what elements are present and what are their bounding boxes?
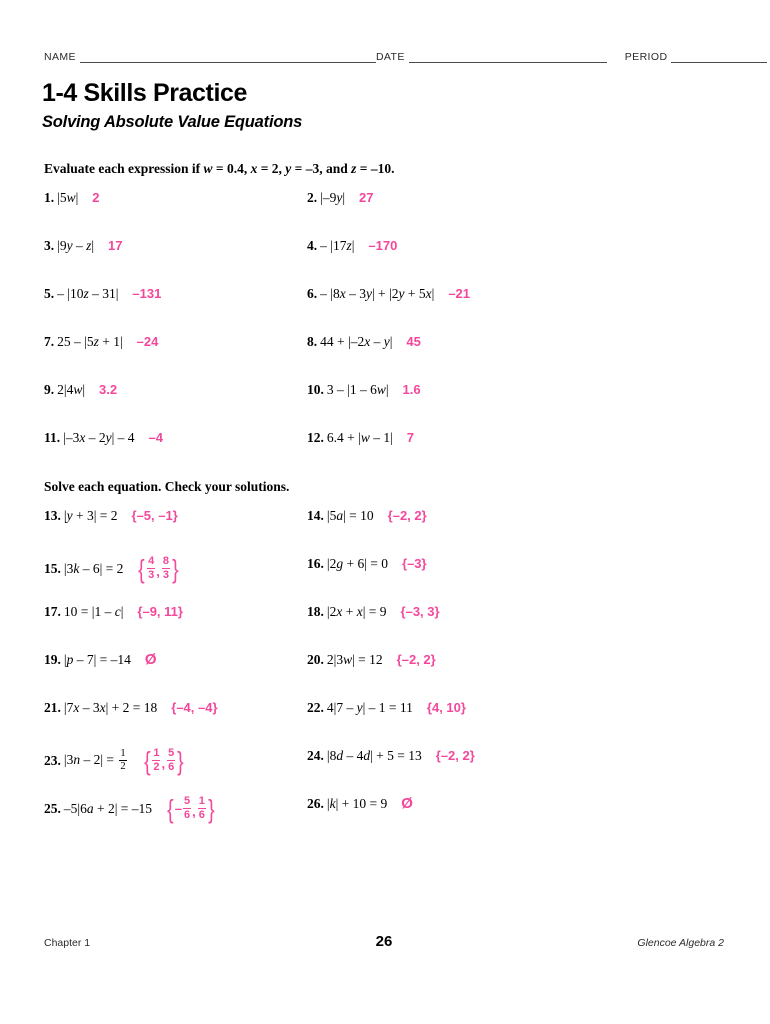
problem-number: 5. [44, 286, 55, 301]
problem-number: 9. [44, 382, 55, 397]
problem-answer: –4 [148, 430, 164, 445]
problem-number: 25. [44, 801, 61, 816]
problem-10 [307, 382, 421, 397]
problem-row [0, 700, 770, 748]
problem-expression: |3n – 2| = $\frac{1}{2}$ [63, 747, 126, 772]
problem-answer: 45 [406, 334, 421, 349]
fraction: $\frac{1}{2}$ [153, 747, 160, 773]
problem-17 [44, 604, 183, 619]
problem-expression: |2x + x| = 9 [326, 604, 387, 619]
problem-row [0, 382, 770, 430]
problem-number: 19. [44, 652, 61, 667]
problem-row [0, 508, 770, 556]
problem-expression: |p – 7| = –14 [63, 652, 131, 667]
problem-expression: – |10z – 31| [57, 286, 119, 301]
problem-expression: 4|7 – y| – 1 = 11 [326, 700, 413, 715]
period-blank[interactable] [671, 51, 767, 63]
problem-number: 22. [307, 700, 324, 715]
problem-number: 23. [44, 753, 61, 768]
problem-answer: –170 [368, 238, 398, 253]
problem-number: 13. [44, 508, 61, 523]
problem-answer: {–3} [402, 556, 427, 571]
problem-12 [307, 430, 414, 445]
date-label: DATE [375, 51, 405, 63]
problem-expression: 25 – |5z + 1| [57, 334, 123, 349]
problem-answer: 2 [92, 190, 100, 205]
problem-5 [44, 286, 161, 301]
problem-row [0, 238, 770, 286]
problem-row [0, 745, 770, 796]
problem-answer: {–2, 2} [435, 748, 475, 763]
problem-row [0, 430, 770, 478]
problem-answer [166, 793, 215, 824]
problem-15 [44, 553, 180, 584]
section-2-problems [0, 508, 770, 844]
problem-number: 18. [307, 604, 324, 619]
solution-set: { $\frac{1}{2}$ , $\frac{5}{6}$ } [143, 745, 184, 776]
problem-expression: |–3x – 2y| – 4 [63, 430, 135, 445]
footer-page-number: 26 [375, 933, 393, 950]
problem-expression: 2|3w| = 12 [326, 652, 383, 667]
problem-number: 16. [307, 556, 324, 571]
problem-4 [307, 238, 397, 253]
student-info-line [44, 51, 724, 63]
problem-expression: |3k – 6| = 2 [63, 561, 124, 576]
problem-expression: |5w| [57, 190, 79, 205]
problem-number: 15. [44, 561, 61, 576]
problem-answer: 7 [406, 430, 415, 445]
footer-book-title: Glencoe Algebra 2 [637, 937, 724, 949]
problem-expression: 3 – |1 – 6w| [326, 382, 389, 397]
problem-16 [307, 556, 427, 571]
problem-answer: 3.2 [99, 382, 118, 397]
problem-row [0, 286, 770, 334]
problem-row [0, 793, 770, 844]
fraction: $\frac{8}{3}$ [162, 555, 169, 581]
problem-number: 2. [307, 190, 318, 205]
problem-expression: |2g + 6| = 0 [326, 556, 389, 571]
problem-answer [401, 796, 413, 811]
problem-number: 20. [307, 652, 324, 667]
section-1-problems [0, 190, 770, 478]
problem-3 [44, 238, 123, 253]
footer-chapter: Chapter 1 [44, 937, 91, 949]
problem-1 [44, 190, 100, 205]
problem-row [0, 652, 770, 700]
section-2-directions: Solve each equation. Check your solutions. [44, 479, 290, 494]
problem-answer: {–2, 2} [396, 652, 436, 667]
problem-number: 6. [307, 286, 318, 301]
problem-number: 7. [44, 334, 55, 349]
empty-set-symbol: Ø [401, 795, 413, 812]
problem-answer: {–3, 3} [400, 604, 440, 619]
problem-19 [44, 652, 157, 667]
problem-14 [307, 508, 427, 523]
problem-answer: {–9, 11} [137, 604, 183, 619]
problem-number: 4. [307, 238, 318, 253]
fraction: $\frac{1}{6}$ [198, 795, 205, 821]
problem-answer [137, 553, 179, 584]
empty-set-symbol: Ø [144, 651, 157, 668]
problem-expression: –5|6a + 2| = –15 [63, 801, 153, 816]
problem-expression: |–9y| [320, 190, 346, 205]
problem-number: 24. [307, 748, 324, 763]
problem-expression: |5a| = 10 [326, 508, 374, 523]
problem-row [0, 604, 770, 652]
fraction: $\frac{5}{6}$ [183, 795, 191, 821]
fraction: $\frac{5}{6}$ [168, 747, 175, 773]
problem-answer: –21 [448, 286, 471, 301]
problem-9 [44, 382, 117, 397]
problem-2 [307, 190, 374, 205]
problem-number: 8. [307, 334, 318, 349]
solution-set: { $\frac{4}{3}$ , $\frac{8}{3}$ } [138, 553, 179, 584]
problem-expression: 10 = |1 – c| [63, 604, 124, 619]
solution-set: { – $\frac{5}{6}$ , $\frac{1}{6}$ } [167, 793, 215, 824]
problem-number: 3. [44, 238, 55, 253]
problem-row [0, 334, 770, 382]
problem-expression: |7x – 3x| + 2 = 18 [63, 700, 158, 715]
problem-number: 17. [44, 604, 61, 619]
problem-expression: 6.4 + |w – 1| [326, 430, 393, 445]
problem-answer [143, 745, 185, 776]
problem-expression: 2|4w| [57, 382, 86, 397]
problem-22 [307, 700, 466, 715]
problem-23 [44, 745, 185, 776]
problem-8 [307, 334, 421, 349]
problem-number: 14. [307, 508, 324, 523]
section-1-directions: Evaluate each expression if w = 0.4, x = 2, y = –3, and z = –10. [44, 161, 395, 176]
problem-answer: {–5, –1} [131, 508, 178, 523]
problem-18 [307, 604, 440, 619]
page-title: 1-4 Skills Practice [42, 79, 248, 107]
problem-number: 1. [44, 190, 55, 205]
name-label: NAME [44, 51, 76, 63]
date-blank[interactable] [409, 51, 607, 63]
problem-6 [307, 286, 470, 301]
problem-expression: |y + 3| = 2 [63, 508, 118, 523]
problem-21 [44, 700, 218, 715]
problem-number: 11. [44, 430, 61, 445]
problem-7 [44, 334, 158, 349]
problem-expression: – |8x – 3y| + |2y + 5x| [320, 286, 435, 301]
problem-row [0, 553, 770, 604]
problem-number: 26. [307, 796, 324, 811]
problem-expression: |k| + 10 = 9 [326, 796, 388, 811]
problem-answer: {–2, 2} [387, 508, 427, 523]
fraction: $\frac{4}{3}$ [148, 555, 155, 581]
period-label: PERIOD [624, 51, 668, 63]
problem-answer: 17 [108, 238, 123, 253]
problem-26 [307, 796, 413, 811]
problem-answer: –24 [136, 334, 159, 349]
problem-answer: {4, 10} [426, 700, 466, 715]
problem-25 [44, 793, 216, 824]
problem-answer: 27 [359, 190, 374, 205]
problem-answer: 1.6 [402, 382, 421, 397]
problem-20 [307, 652, 436, 667]
problem-13 [44, 508, 178, 523]
problem-expression: 44 + |–2x – y| [320, 334, 393, 349]
problem-answer: –131 [132, 286, 162, 301]
page-subtitle: Solving Absolute Value Equations [42, 113, 303, 131]
problem-11 [44, 430, 163, 445]
name-blank[interactable] [80, 51, 376, 63]
problem-answer: {–4, –4} [171, 700, 218, 715]
problem-expression: – |17z| [320, 238, 355, 253]
problem-24 [307, 748, 475, 763]
problem-answer [145, 652, 157, 667]
fraction: $\frac{1}{2}$ [120, 747, 126, 772]
problem-number: 21. [44, 700, 61, 715]
problem-expression: |8d – 4d| + 5 = 13 [326, 748, 422, 763]
problem-number: 12. [307, 430, 324, 445]
problem-expression: |9y – z| [57, 238, 95, 253]
problem-row [0, 190, 770, 238]
problem-number: 10. [307, 382, 324, 397]
